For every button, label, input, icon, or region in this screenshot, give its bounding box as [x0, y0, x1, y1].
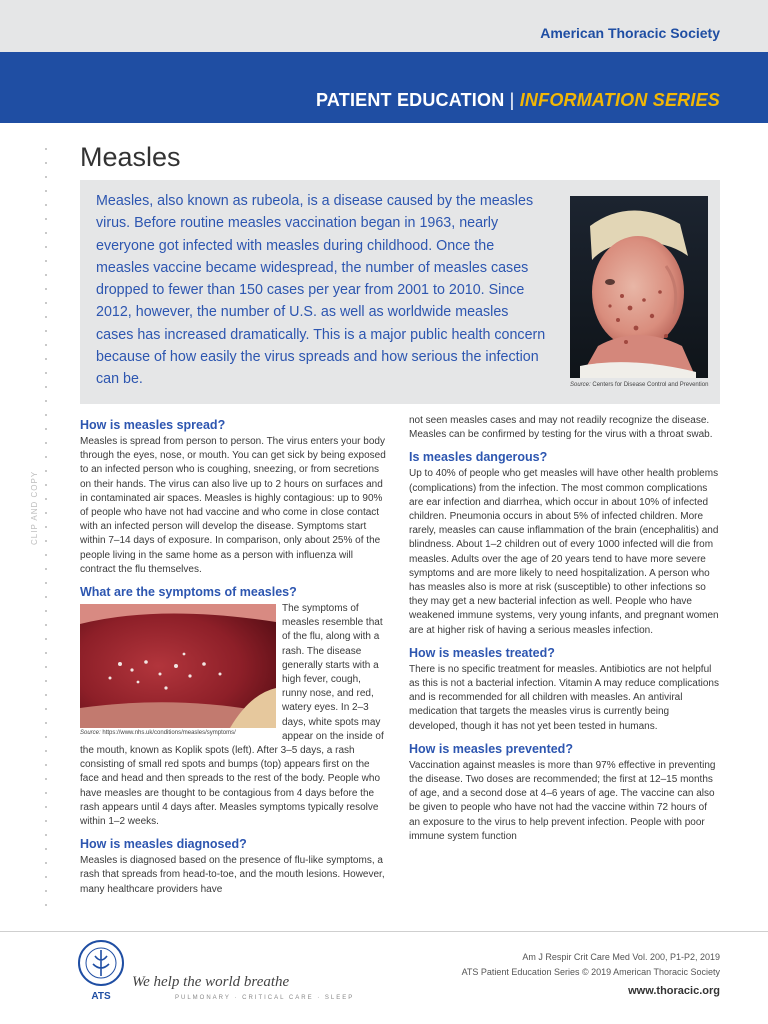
mouth-credit-label: Source: — [80, 730, 101, 737]
body-dangerous: Up to 40% of people who get measles will have other health problems (complications) from the infection. The most common complications are ear infection and diarrhea, which occur in about 10% of infected children. Pneumonia occurs in about 5% of infected children. More rarely, measles can cause inflammation of the brain (encephalitis) and blindness. About 1–2 children out of every 1000 infected will die from measles. Adults over the age of 20 years tend to have more severe symptoms and are more likely to need hospitalization. A person who has measles also is more at risk (susceptible) to other infections so they may get a new bacterial infection as well. People who have weakened immune systems, very young infants, and pregnant women are at higher risk of having a serious measles infection. — [409, 468, 719, 636]
mouth-photo-credit — [80, 729, 236, 737]
org-name: American Thoracic Society — [540, 25, 720, 41]
child-rash-photo — [570, 196, 708, 378]
intro-credit-text: Centers for Disease Control and Prevention — [592, 382, 709, 388]
body-diagnosed-right: not seen measles cases and may not readily recognize the disease. Measles can be confirmed by testing for the virus with a throat swab. — [409, 415, 713, 441]
top-bar — [0, 0, 768, 52]
footer-divider — [0, 931, 768, 932]
series-label: PATIENT EDUCATION — [316, 90, 505, 110]
journal-citation: Am J Respir Crit Care Med Vol. 200, P1-P2, 2019 — [522, 952, 720, 962]
body-diagnosed-left: Measles is diagnosed based on the presence of flu-like symptoms, a rash that spreads from head-to-toe, and the mouth lesions. However, many healthcare providers have — [80, 855, 385, 895]
koplik-spots-figure — [80, 604, 276, 740]
series-sublabel: INFORMATION SERIES — [519, 90, 720, 110]
body-treated: There is no specific treatment for measles. Antibiotics are not helpful as this is not a bacterial infection. Vitamin A may reduce complications and is recommended for all children with measles. An antiviral medication that targets the measles virus is currently being developed, though it has not yet been tested in humans. — [409, 663, 719, 732]
intro-panel — [80, 180, 720, 404]
tagline: We help the world breathe — [132, 974, 290, 990]
heading-symptoms: What are the symptoms of measles? — [80, 585, 297, 600]
right-column — [409, 414, 720, 844]
series-separator: | — [509, 90, 515, 110]
clip-and-copy-label: CLIP AND COPY — [30, 470, 39, 545]
body-spread: Measles is spread from person to person. The virus enters your body through the eyes, nose, or mouth. You can get sick by being exposed to an infected person who is coughing, sneezing, or from secretions on their hands. The virus can also live up to 2 hours on surfaces and in contaminated air spaces. Measles is highly contagious: up to 90% of people who have not had vaccine and who come in close contact with an infected person will develop the disease. Symptoms start within 7–14 days of exposure. In comparison, only about 25% of the people living in the same home as a person with influenza will contract the flu themselves. — [80, 436, 386, 575]
intro-credit-label: Source: — [570, 382, 591, 388]
clip-dotted-line — [45, 148, 47, 908]
intro-text: Measles, also known as rubeola, is a disease caused by the measles virus. Before routine measles vaccination began in 1963, nearly everyone got infected with measles during childhood. Once the measles vaccine became widespread, the number of measles cases dropped to fewer than 150 cases per year from 2001 to 2010. Since 2012, however, the number of U.S. as well as worldwide measles cases has increased dramatically. This is a major public health concern because of how easily the virus spreads and how serious the infection can be. — [96, 193, 546, 388]
series-title — [316, 90, 720, 111]
page-title: Measles — [80, 142, 181, 172]
koplik-spots-photo — [80, 604, 276, 728]
heading-prevented: How is measles prevented? — [409, 741, 573, 756]
series-banner — [0, 52, 768, 123]
heading-treated: How is measles treated? — [409, 645, 555, 660]
heading-dangerous: Is measles dangerous? — [409, 450, 548, 465]
left-column — [80, 410, 386, 897]
website-link[interactable]: www.thoracic.org — [628, 985, 720, 997]
heading-diagnosed: How is measles diagnosed? — [80, 837, 247, 852]
body-prevented: Vaccination against measles is more than 97% effective in preventing the disease. Two doses are recommended; the first at 12–15 months of age, and a second dose at 4–6 years of age. The vaccine can also be given to people who have not had the vaccine within 72 hours of an exposure to the virus to help prevent infection. People with poor immune system function — [409, 759, 716, 842]
ats-seal-logo — [76, 940, 126, 1002]
heading-spread: How is measles spread? — [80, 418, 226, 432]
logo-text: ATS — [91, 991, 111, 1002]
mouth-credit-text: https://www.nhs.uk/conditions/measles/symptoms/ — [102, 730, 236, 737]
intro-photo-credit — [570, 381, 710, 389]
copyright-citation: ATS Patient Education Series © 2019 American Thoracic Society — [461, 967, 720, 977]
tagline-sub: PULMONARY · CRITICAL CARE · SLEEP — [175, 995, 355, 1001]
body-symptoms: The symptoms of measles resemble that of the flu, along with a rash. The disease generally starts with a high fever, cough, runny nose, and red, watery eyes. In 2–3 days, white spots may appear on the inside of the mouth, known as Koplik spots (left). After 3–5 days, a rash consisting of small red spots and bumps (top) appears first on the face and head and then spreads to the rest of the body. People who have measles are thought to be contagious from 4 days before the rash appears until 4 days after. Measles symptoms typically resolve within 1–2 weeks. — [80, 603, 384, 828]
